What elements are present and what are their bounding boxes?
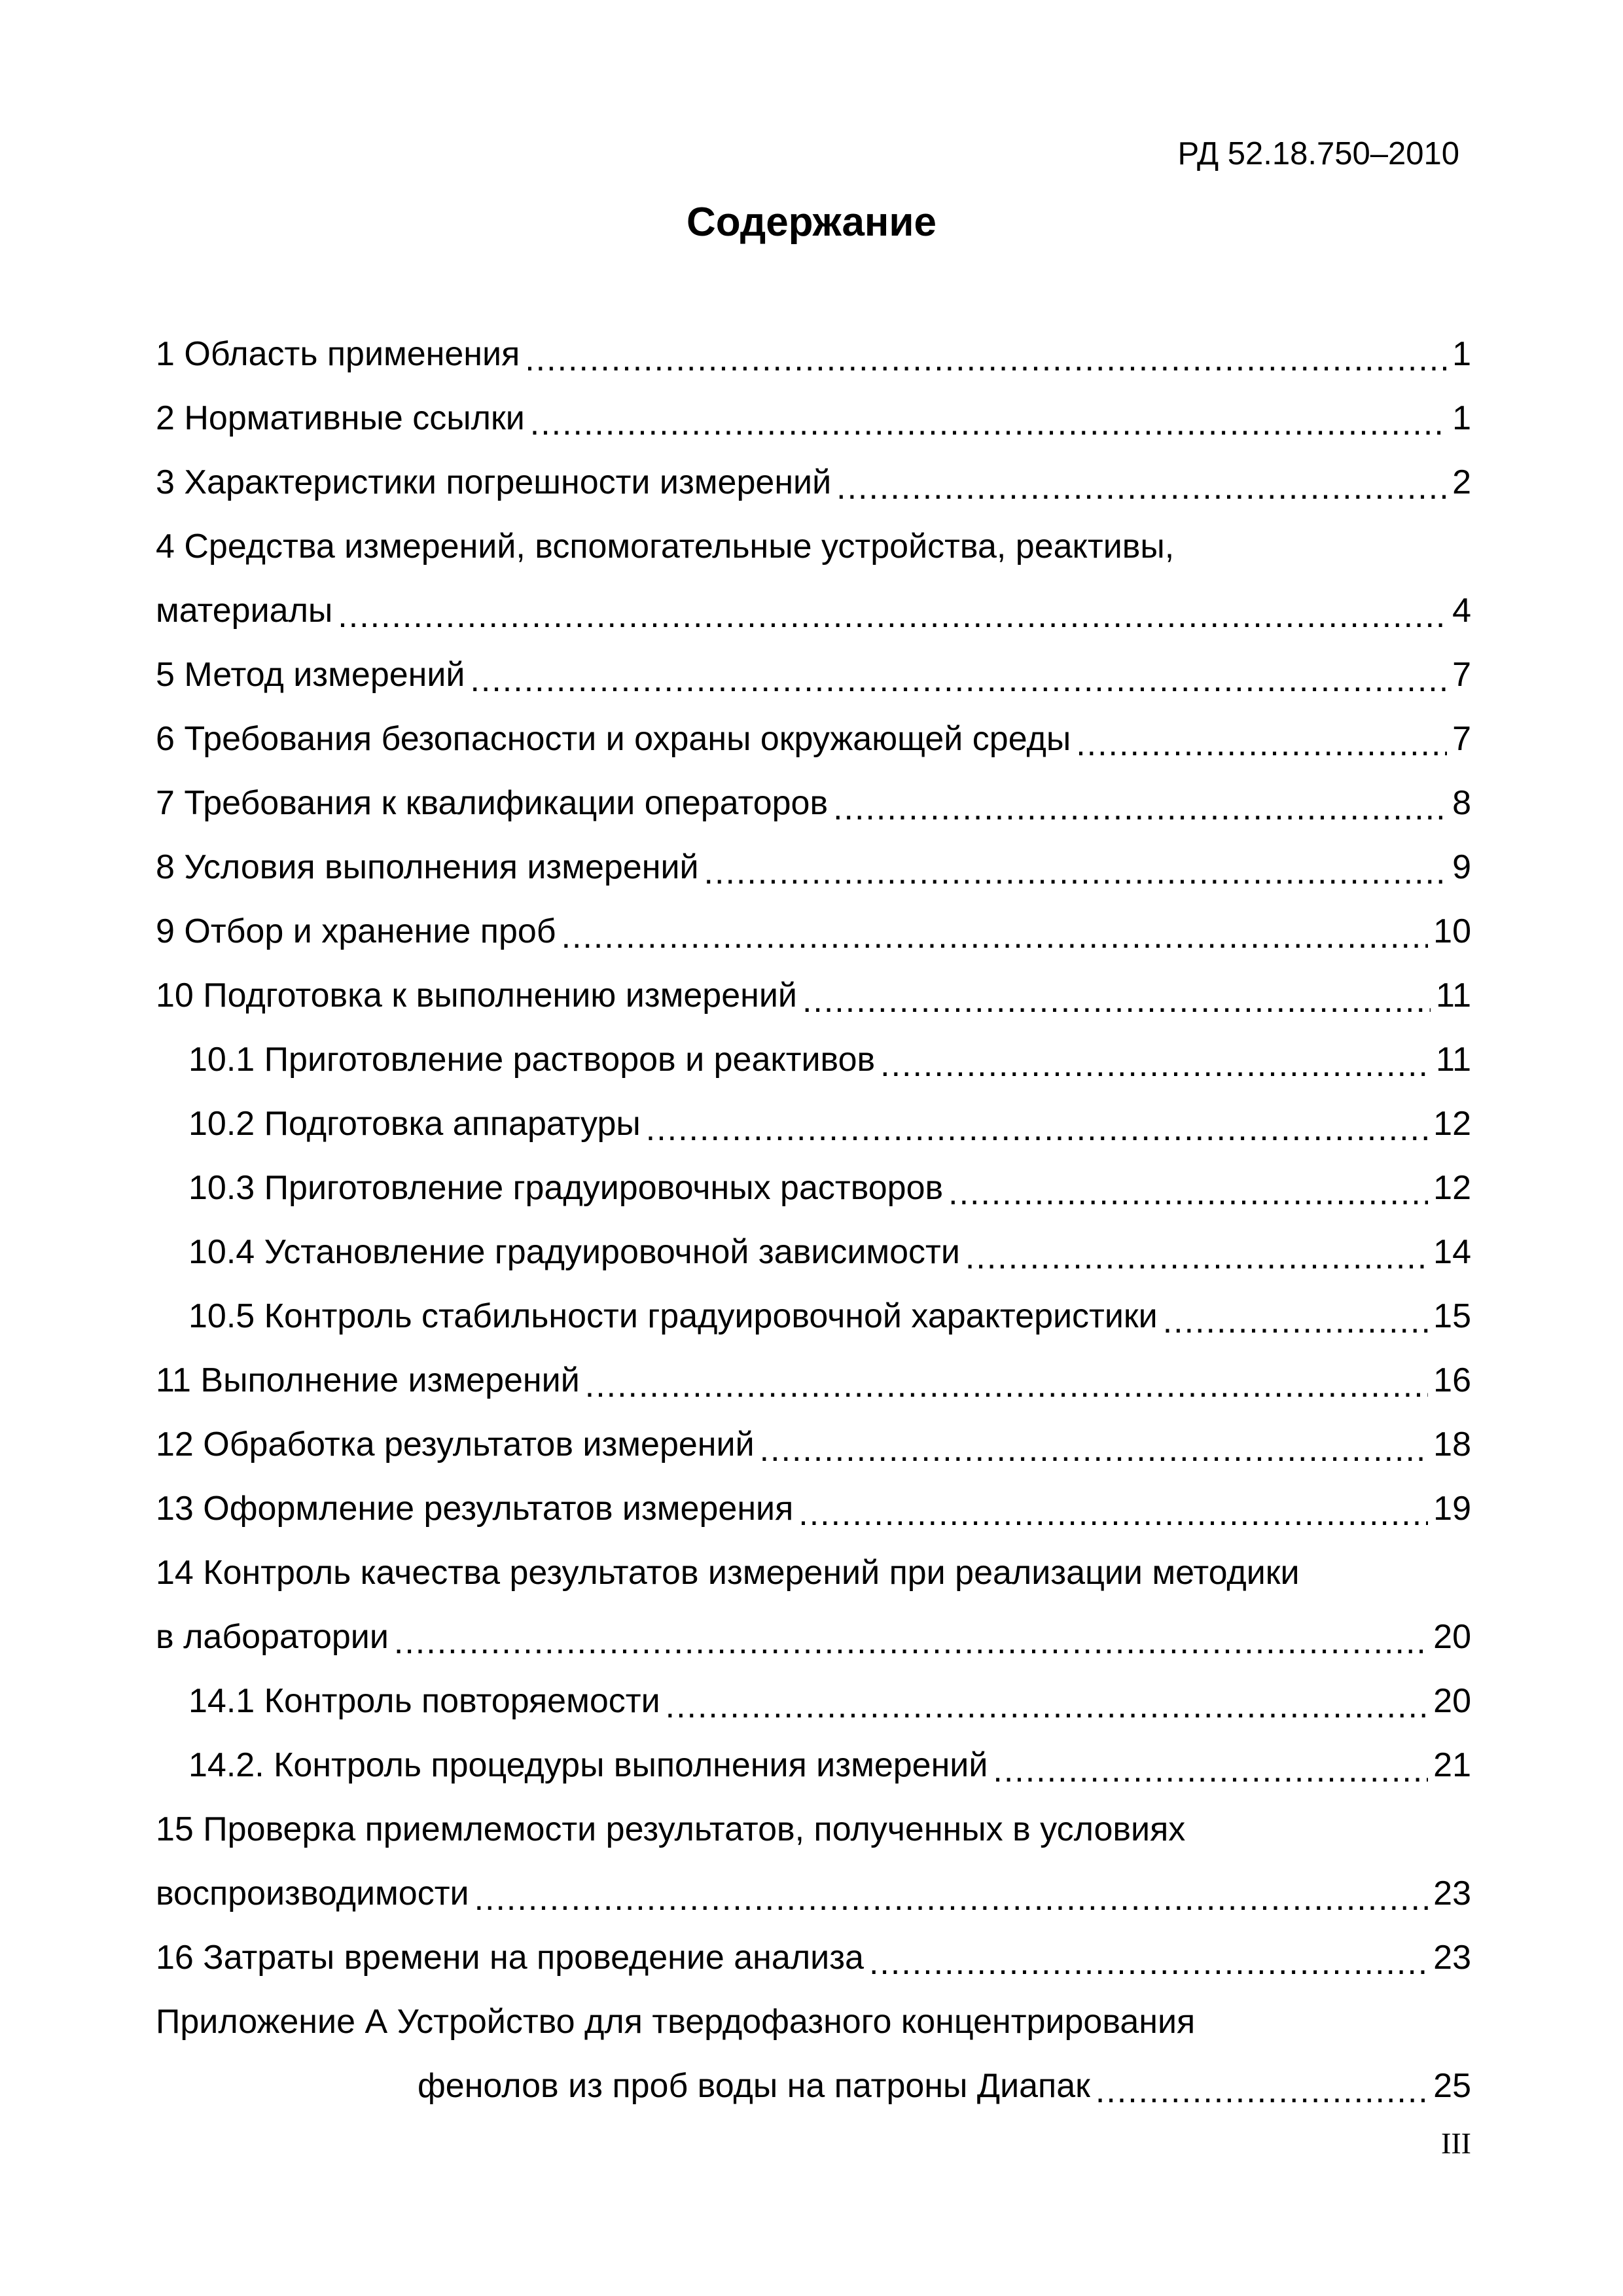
- toc-entry-label: 10.5 Контроль стабильности градуировочной характеристики: [188, 1297, 1158, 1335]
- dot-leader: [525, 340, 1447, 379]
- dot-leader: [585, 1366, 1428, 1405]
- toc-entry-1[interactable]: [156, 322, 1471, 386]
- toc-entry-page: 20: [1433, 1618, 1471, 1656]
- dot-leader: [530, 404, 1447, 443]
- toc-entry-page: 4: [1452, 592, 1471, 630]
- toc-title: Содержание: [687, 200, 936, 245]
- toc-entry-10[interactable]: [156, 963, 1471, 1028]
- toc-entry-page: 2: [1452, 463, 1471, 501]
- dot-leader: [470, 660, 1447, 700]
- toc-entry-label: 10.1 Приготовление растворов и реактивов: [188, 1041, 876, 1079]
- toc-entry-page: 1: [1452, 399, 1471, 437]
- toc-entry-page: 18: [1433, 1426, 1471, 1463]
- dot-leader: [965, 1238, 1428, 1277]
- toc-entry-appendix-a-line-2[interactable]: [156, 2054, 1471, 2118]
- toc-entry-10-2[interactable]: [156, 1092, 1471, 1156]
- dot-leader: [869, 1943, 1428, 1982]
- dot-leader: [880, 1045, 1431, 1085]
- toc-entry-page: 14: [1433, 1233, 1471, 1271]
- toc-entry-label: 8 Условия выполнения измерений: [156, 848, 699, 886]
- toc-entry-page: 8: [1452, 784, 1471, 822]
- dot-leader: [948, 1174, 1428, 1213]
- toc-entry-10-1[interactable]: [156, 1028, 1471, 1092]
- toc-entry-page: 12: [1433, 1169, 1471, 1207]
- toc-entry-label: 4 Средства измерений, вспомогательные устройства, реактивы,: [156, 528, 1175, 565]
- toc-entry-page: 20: [1433, 1682, 1471, 1720]
- toc-entry-label: материалы: [156, 592, 333, 630]
- toc-entry-page: 25: [1433, 2067, 1471, 2105]
- dot-leader: [704, 853, 1448, 892]
- toc-entry-label: 7 Требования к квалификации операторов: [156, 784, 829, 822]
- toc-entry-5[interactable]: [156, 643, 1471, 707]
- toc-entry-page: 11: [1436, 977, 1471, 1014]
- toc-entry-label: 13 Оформление результатов измерения: [156, 1490, 794, 1528]
- toc-entry-appendix-a-line-1[interactable]: [156, 1990, 1471, 2054]
- toc-entry-14-line-1[interactable]: [156, 1541, 1471, 1605]
- toc-entry-label: 2 Нормативные ссылки: [156, 399, 525, 437]
- toc-entry-label: 16 Затраты времени на проведение анализа: [156, 1939, 864, 1977]
- toc-entry-page: 23: [1433, 1874, 1471, 1912]
- toc-entry-page: 11: [1436, 1041, 1471, 1079]
- toc-entry-10-3[interactable]: [156, 1156, 1471, 1220]
- dot-leader: [798, 1494, 1428, 1534]
- table-of-contents: [156, 322, 1471, 2118]
- dot-leader: [474, 1879, 1429, 1918]
- dot-leader: [760, 1430, 1429, 1469]
- toc-entry-10-5[interactable]: [156, 1284, 1471, 1348]
- toc-entry-14-1[interactable]: [156, 1669, 1471, 1733]
- toc-entry-label: 6 Требования безопасности и охраны окружающей среды: [156, 720, 1071, 758]
- toc-entry-page: 21: [1433, 1746, 1471, 1784]
- toc-entry-16[interactable]: [156, 1926, 1471, 1990]
- toc-entry-page: 15: [1433, 1297, 1471, 1335]
- toc-entry-label: 5 Метод измерений: [156, 656, 465, 694]
- toc-entry-page: 7: [1452, 656, 1471, 694]
- dot-leader: [993, 1751, 1428, 1790]
- toc-entry-13[interactable]: [156, 1477, 1471, 1541]
- toc-entry-4-line-2[interactable]: [156, 579, 1471, 643]
- toc-entry-label: 3 Характеристики погрешности измерений: [156, 463, 832, 501]
- page-number: III: [1441, 2126, 1471, 2160]
- toc-entry-label: 10.4 Установление градуировочной зависимости: [188, 1233, 960, 1271]
- dot-leader: [338, 596, 1447, 636]
- toc-entry-15-line-2[interactable]: [156, 1861, 1471, 1926]
- toc-entry-label: воспроизводимости: [156, 1874, 469, 1912]
- toc-entry-page: 19: [1433, 1490, 1471, 1528]
- toc-entry-4-line-1[interactable]: [156, 514, 1471, 579]
- toc-entry-14-2[interactable]: [156, 1733, 1471, 1797]
- toc-entry-page: 9: [1452, 848, 1471, 886]
- dot-leader: [666, 1687, 1429, 1726]
- toc-entry-page: 16: [1433, 1361, 1471, 1399]
- toc-entry-6[interactable]: [156, 707, 1471, 771]
- toc-entry-11[interactable]: [156, 1348, 1471, 1412]
- toc-entry-label: 10.3 Приготовление градуировочных растворов: [188, 1169, 944, 1207]
- toc-entry-10-4[interactable]: [156, 1220, 1471, 1284]
- toc-entry-14-line-2[interactable]: [156, 1605, 1471, 1669]
- document-code: РД 52.18.750–2010: [1177, 136, 1459, 171]
- toc-entry-label: 14.1 Контроль повторяемости: [188, 1682, 660, 1720]
- toc-entry-label: 14.2. Контроль процедуры выполнения измерений: [188, 1746, 988, 1784]
- toc-entry-2[interactable]: [156, 386, 1471, 450]
- toc-entry-7[interactable]: [156, 771, 1471, 835]
- dot-leader: [562, 917, 1429, 956]
- dot-leader: [1076, 725, 1447, 764]
- dot-leader: [836, 468, 1447, 507]
- toc-entry-15-line-1[interactable]: [156, 1797, 1471, 1861]
- toc-entry-label: 10 Подготовка к выполнению измерений: [156, 977, 797, 1014]
- dot-leader: [802, 981, 1431, 1020]
- toc-entry-label: 1 Область применения: [156, 335, 520, 373]
- toc-entry-8[interactable]: [156, 835, 1471, 899]
- toc-entry-9[interactable]: [156, 899, 1471, 963]
- toc-entry-12[interactable]: [156, 1412, 1471, 1477]
- dot-leader: [1163, 1302, 1428, 1341]
- toc-entry-label: Приложение А Устройство для твердофазного концентрирования: [156, 2003, 1196, 2041]
- toc-entry-page: 10: [1433, 912, 1471, 950]
- toc-entry-label: 10.2 Подготовка аппаратуры: [188, 1105, 641, 1143]
- dot-leader: [1096, 2072, 1428, 2111]
- dot-leader: [646, 1109, 1428, 1149]
- toc-entry-label: 9 Отбор и хранение проб: [156, 912, 556, 950]
- toc-entry-page: 7: [1452, 720, 1471, 758]
- toc-entry-label: 12 Обработка результатов измерений: [156, 1426, 755, 1463]
- toc-entry-label: 14 Контроль качества результатов измерений при реализации методики: [156, 1554, 1300, 1592]
- toc-entry-3[interactable]: [156, 450, 1471, 514]
- toc-entry-page: 1: [1452, 335, 1471, 373]
- toc-entry-label: фенолов из проб воды на патроны Диапак: [418, 2067, 1090, 2105]
- toc-entry-label: 11 Выполнение измерений: [156, 1361, 580, 1399]
- toc-entry-page: 23: [1433, 1939, 1471, 1977]
- dot-leader: [833, 789, 1447, 828]
- toc-entry-label: 15 Проверка приемлемости результатов, полученных в условиях: [156, 1810, 1186, 1848]
- toc-entry-page: 12: [1433, 1105, 1471, 1143]
- dot-leader: [394, 1623, 1428, 1662]
- toc-entry-label: в лаборатории: [156, 1618, 389, 1656]
